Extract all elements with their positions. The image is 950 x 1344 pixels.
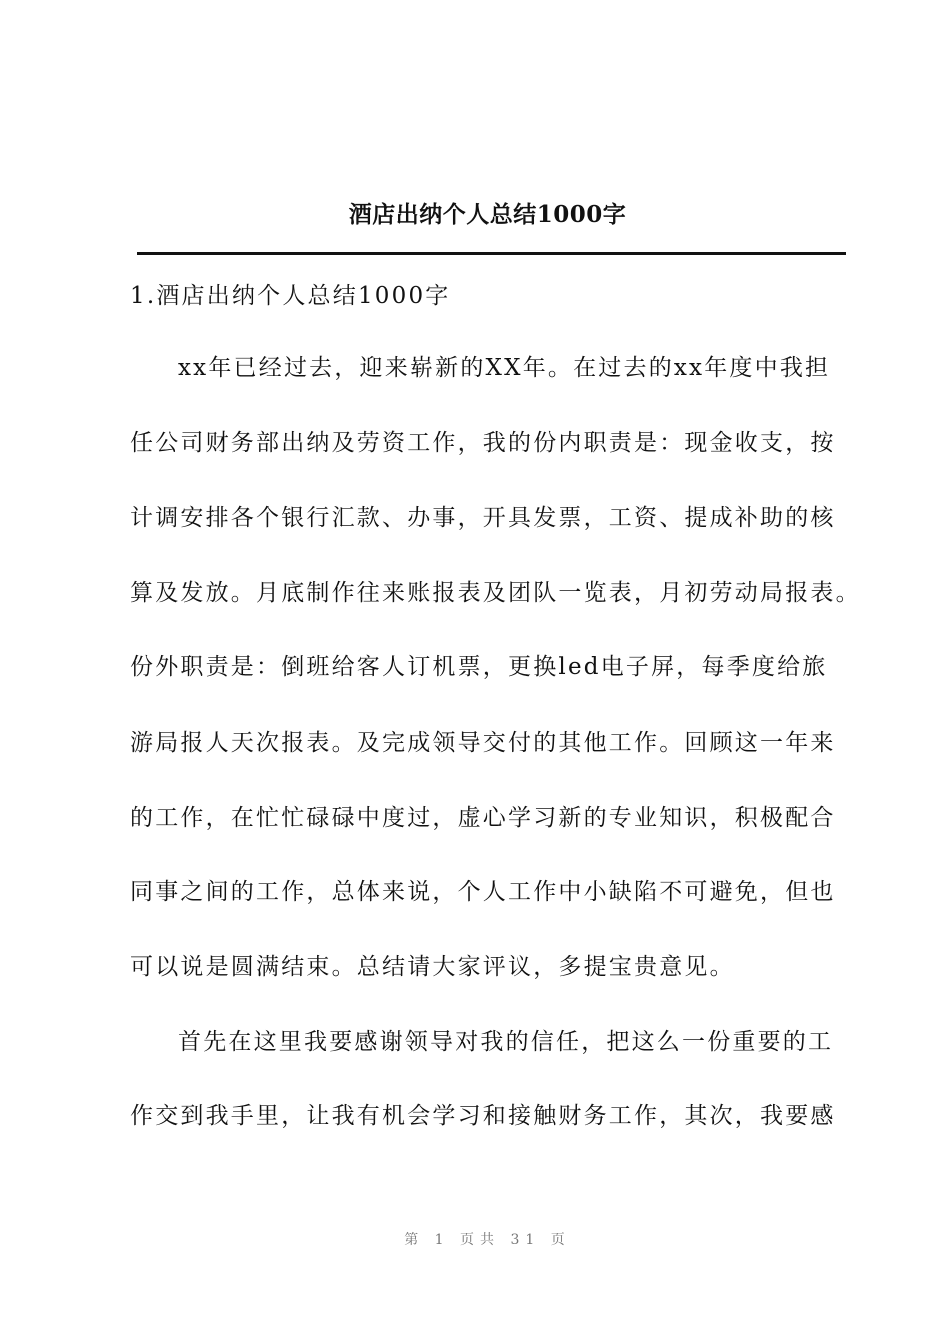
paragraph-line: 份外职责是：倒班给客人订机票，更换led电子屏，每季度给旅 <box>130 654 828 680</box>
paragraph-line: 计调安排各个银行汇款、办事，开具发票，工资、提成补助的核 <box>130 505 836 531</box>
paragraph-line: 算及发放。月底制作往来账报表及团队一览表，月初劳动局报表。 <box>130 580 861 606</box>
paragraph-line: 的工作，在忙忙碌碌中度过，虚心学习新的专业知识，积极配合 <box>130 805 836 831</box>
paragraph-line: 同事之间的工作，总体来说，个人工作中小缺陷不可避免，但也 <box>130 879 836 905</box>
paragraph-line: 任公司财务部出纳及劳资工作，我的份内职责是：现金收支，按 <box>130 430 836 456</box>
document-title: 酒店出纳个人总结1000字 <box>348 201 627 228</box>
title-divider <box>137 252 846 255</box>
paragraph-line: xx年已经过去，迎来崭新的XX年。在过去的xx年度中我担 <box>178 355 831 381</box>
paragraph-line: 游局报人天次报表。及完成领导交付的其他工作。回顾这一年来 <box>130 730 836 756</box>
paragraph-line: 作交到我手里，让我有机会学习和接触财务工作，其次，我要感 <box>130 1103 836 1129</box>
paragraph-line: 首先在这里我要感谢领导对我的信任，把这么一份重要的工 <box>178 1029 834 1055</box>
page-number-footer: 第 1 页共 31 页 <box>404 1232 571 1248</box>
paragraph-line: 可以说是圆满结束。总结请大家评议，多提宝贵意见。 <box>130 954 735 980</box>
section-heading: 1.酒店出纳个人总结1000字 <box>130 283 451 309</box>
